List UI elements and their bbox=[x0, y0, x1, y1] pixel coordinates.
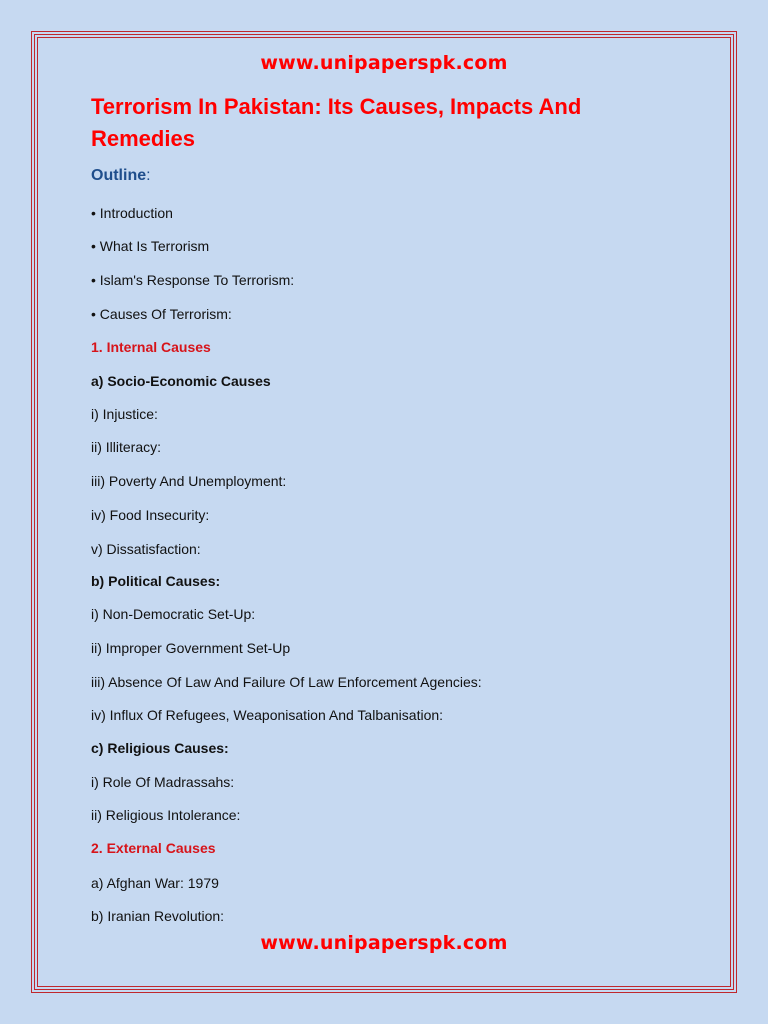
external-item: b) Iranian Revolution: bbox=[91, 908, 225, 924]
header-site-url[interactable]: www.unipaperspk.com bbox=[260, 52, 508, 74]
socio-economic-item: v) Dissatisfaction: bbox=[91, 541, 201, 557]
bullet-causes-of-terrorism: • Causes Of Terrorism: bbox=[91, 306, 232, 322]
socio-economic-item: ii) Illiteracy: bbox=[91, 439, 162, 455]
religious-item: i) Role Of Madrassahs: bbox=[91, 774, 235, 790]
religious-heading: c) Religious Causes: bbox=[91, 740, 229, 756]
outline-heading bbox=[91, 167, 151, 185]
internal-causes-heading: 1. Internal Causes bbox=[91, 339, 211, 355]
external-item: a) Afghan War: 1979 bbox=[91, 875, 219, 891]
political-item: iii) Absence Of Law And Failure Of Law Enforcement Agencies: bbox=[91, 674, 482, 690]
socio-economic-item: iv) Food Insecurity: bbox=[91, 507, 210, 523]
bullet-introduction: • Introduction bbox=[91, 205, 173, 221]
external-causes-heading: 2. External Causes bbox=[91, 840, 216, 856]
political-item: i) Non-Democratic Set-Up: bbox=[91, 606, 256, 622]
footer-site-url[interactable]: www.unipaperspk.com bbox=[260, 932, 508, 954]
socio-economic-item: i) Injustice: bbox=[91, 406, 158, 422]
outline-heading-text: Outline bbox=[91, 167, 147, 184]
socio-economic-item: iii) Poverty And Unemployment: bbox=[91, 473, 287, 489]
document-title: Terrorism In Pakistan: Its Causes, Impacts And Remedies bbox=[91, 94, 582, 151]
bullet-islams-response: • Islam's Response To Terrorism: bbox=[91, 272, 294, 288]
political-heading: b) Political Causes: bbox=[91, 573, 221, 589]
political-item: ii) Improper Government Set-Up bbox=[91, 640, 291, 656]
religious-item: ii) Religious Intolerance: bbox=[91, 807, 241, 823]
socio-economic-heading: a) Socio-Economic Causes bbox=[91, 373, 271, 389]
bullet-what-is-terrorism: • What Is Terrorism bbox=[91, 238, 209, 254]
political-item: iv) Influx Of Refugees, Weaponisation And Talbanisation: bbox=[91, 707, 444, 723]
outline-heading-colon: : bbox=[146, 167, 151, 184]
